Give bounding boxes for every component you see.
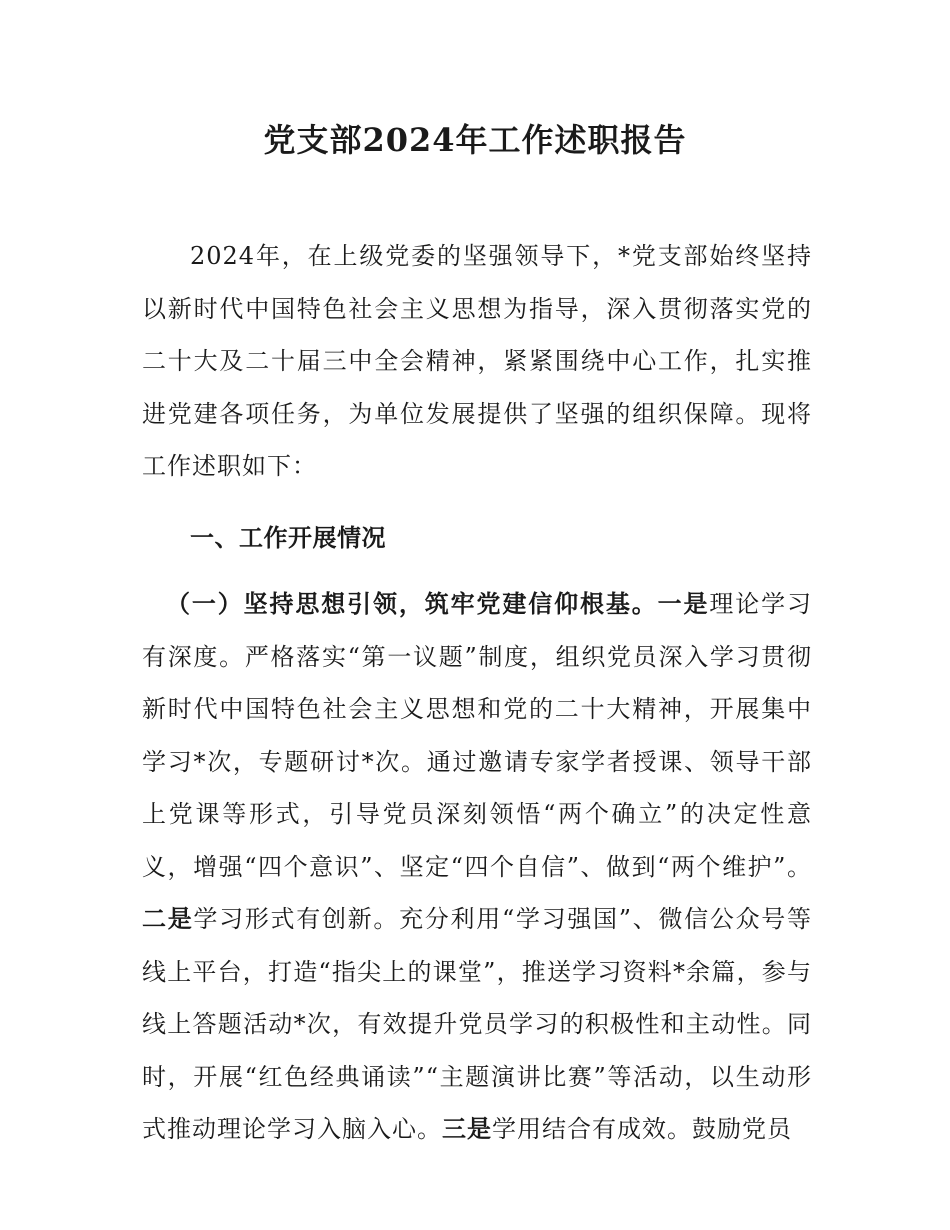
section-paragraph xyxy=(142,578,812,1156)
intro-paragraph: 2024年，在上级党委的坚强领导下，*党支部始终坚持以新时代中国特色社会主义思想为指导，深入贯彻落实党的二十大及二十届三中全会精神，紧紧围绕中心工作，扎实推进党建各项任务，为单位发展提供了坚强的组织保障。现将工作述职如下： xyxy=(142,242,812,480)
item-marker-1: 一是 xyxy=(657,589,710,618)
section-lead: （一）坚持思想引领，筑牢党建信仰根基。 xyxy=(166,589,658,618)
item-marker-2: 二是 xyxy=(142,904,194,933)
item-text-1: 理论学习有深度。严格落实“第一议题”制度，组织党员深入学习贯彻新时代中国特色社会主义思想和党的二十大精神，开展集中学习*次，专题研讨*次。通过邀请专家学者授课、领导干部上党课等形式，引导党员深刻领悟“两个确立”的决定性意义，增强“四个意识”、坚定“四个自信”、做到“两个维护”。 xyxy=(142,590,812,881)
section-heading: 一、工作开展情况 xyxy=(190,523,386,552)
item-text-2: 学习形式有创新。充分利用“学习强国”、微信公众号等线上平台，打造“指尖上的课堂”，推送学习资料*余篇，参与线上答题活动*次，有效提升党员学习的积极性和主动性。同时，开展“红色经典诵读”“主题演讲比赛”等活动，以生动形式推动理论学习入脑入心。 xyxy=(142,905,812,1143)
document-title: 党支部2024年工作述职报告 xyxy=(263,121,687,159)
item-text-3: 学用结合有成效。鼓励党员 xyxy=(492,1115,792,1143)
item-marker-3: 三是 xyxy=(442,1114,492,1143)
